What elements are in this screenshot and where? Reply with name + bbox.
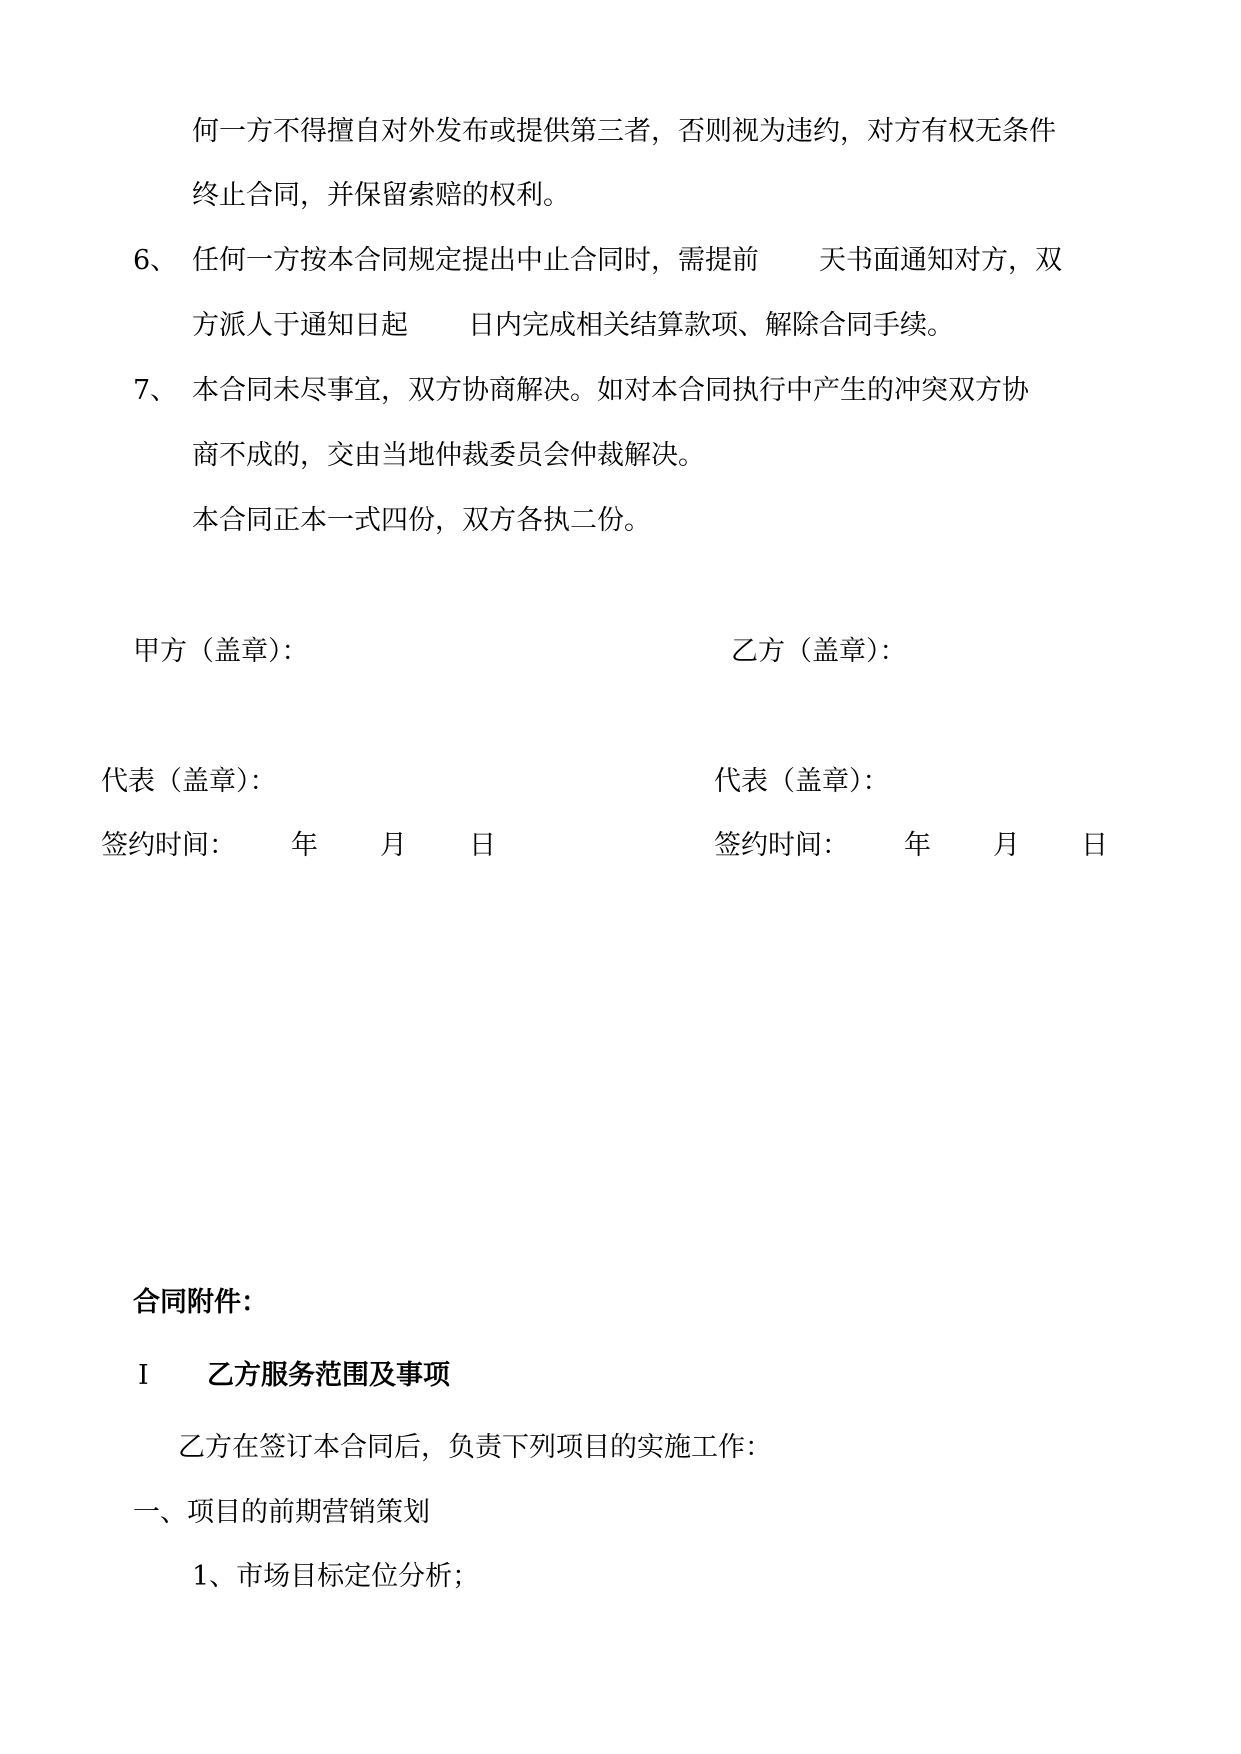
party-b-seal-label: 乙方（盖章）： bbox=[731, 636, 907, 667]
signing-date-b-day: 日 bbox=[1081, 830, 1108, 861]
clause-5-line-1: 何一方不得擅自对外发布或提供第三者，否则视为违约，对方有权无条件 bbox=[192, 116, 1056, 147]
appendix-part-1-title: 一、项目的前期营销策划 bbox=[133, 1497, 430, 1528]
appendix-intro: 乙方在签订本合同后，负责下列项目的实施工作： bbox=[178, 1432, 772, 1463]
clause-7-line-1: 本合同未尽事宜，双方协商解决。如对本合同执行中产生的冲突双方协 bbox=[192, 375, 1029, 406]
signing-date-a-day: 日 bbox=[469, 830, 496, 861]
clause-6-line-1-part-a: 任何一方按本合同规定提出中止合同时，需提前 bbox=[192, 245, 759, 276]
appendix-section-number: Ⅰ bbox=[138, 1360, 149, 1391]
clause-6-line-2-part-b: 日内完成相关结算款项、解除合同手续。 bbox=[468, 310, 954, 341]
clause-6-line-2 bbox=[192, 306, 954, 346]
signing-date-b-label: 签约时间： bbox=[714, 830, 849, 861]
copies-statement: 本合同正本一式四份，双方各执二份。 bbox=[192, 505, 651, 536]
appendix-title: 合同附件： bbox=[133, 1287, 268, 1318]
clause-5-line-2: 终止合同，并保留索赔的权利。 bbox=[192, 180, 570, 211]
signing-date-a-month: 月 bbox=[380, 830, 407, 861]
appendix-part-1-item-1: 1、市场目标定位分析； bbox=[192, 1561, 480, 1592]
signing-date-b-month: 月 bbox=[993, 830, 1020, 861]
party-a-seal-label: 甲方（盖章）： bbox=[133, 636, 309, 667]
representative-a-label: 代表（盖章）： bbox=[101, 766, 277, 797]
signing-date-b-year: 年 bbox=[904, 830, 931, 861]
signing-date-a-label: 签约时间： bbox=[101, 830, 236, 861]
clause-6-number: 6、 bbox=[133, 245, 178, 276]
signing-date-a-year: 年 bbox=[291, 830, 318, 861]
clause-6-line-1-part-b: 天书面通知对方，双 bbox=[819, 245, 1062, 276]
clause-6-line-2-part-a: 方派人于通知日起 bbox=[192, 310, 408, 341]
clause-7-line-2: 商不成的，交由当地仲裁委员会仲裁解决。 bbox=[192, 440, 705, 471]
representative-b-label: 代表（盖章）： bbox=[714, 766, 890, 797]
clause-6-line-1 bbox=[192, 241, 1062, 281]
appendix-section-title: 乙方服务范围及事项 bbox=[207, 1360, 450, 1391]
clause-7-number: 7、 bbox=[133, 375, 178, 406]
